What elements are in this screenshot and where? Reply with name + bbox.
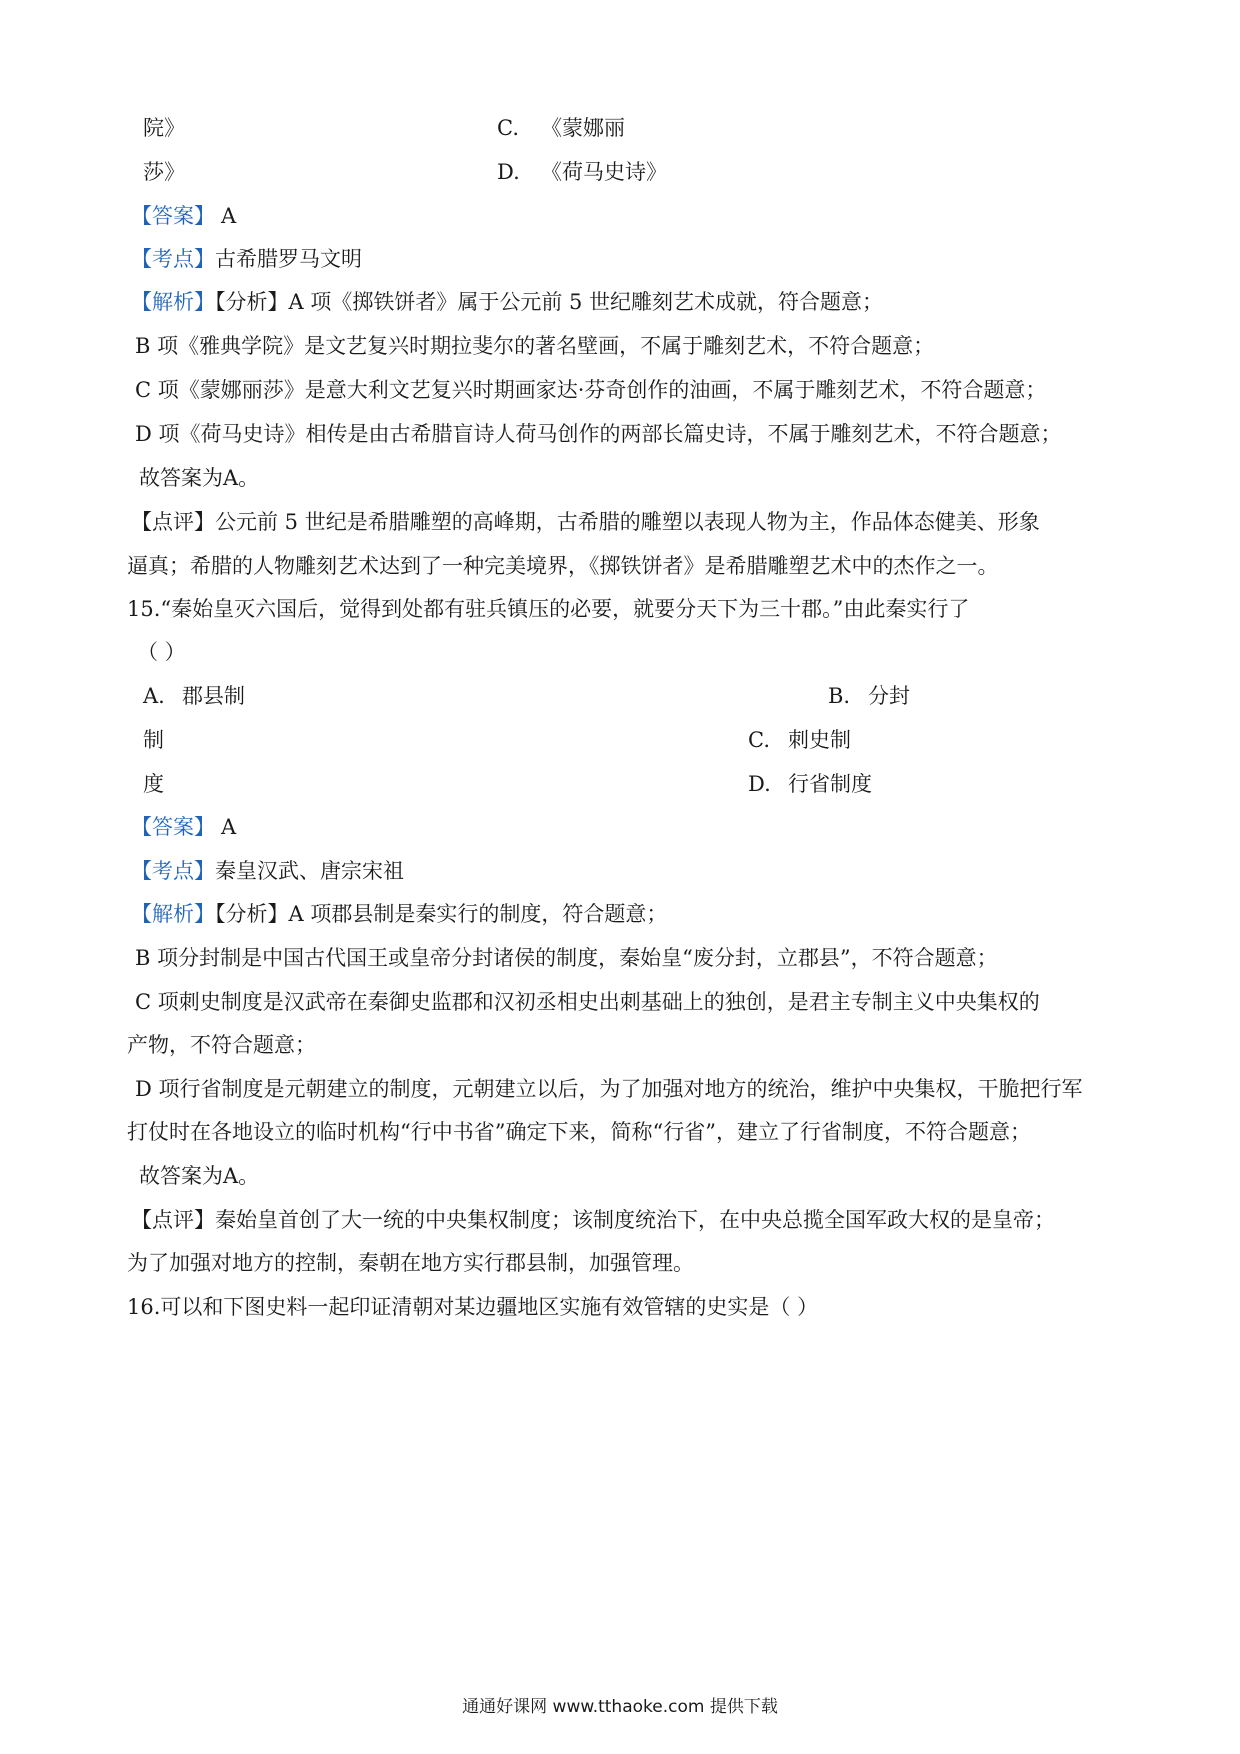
q15-analysis-line: C 项刺史制度是汉武帝在秦御史监郡和汉初丞相史出刺基础上的独创，是君主专制主义中央集权的 — [135, 990, 1040, 1014]
analysis-tag: 【解析】 — [131, 290, 215, 314]
q14-analysis-row — [131, 288, 883, 316]
analysis-tag: 【解析】 — [131, 902, 215, 926]
q15-answer-row — [131, 813, 236, 841]
analysis-line: 【分析】A 项《掷铁饼者》属于公元前 5 世纪雕刻艺术成就，符合题意； — [215, 290, 884, 314]
q14-option-c-text: 《蒙娜丽 — [541, 116, 625, 140]
q14-option-c-continuation: 莎》 — [143, 160, 185, 184]
point-tag: 【考点】 — [131, 859, 215, 883]
q14-option-c-label: C. — [497, 116, 519, 140]
q15-option-b-continuation: 制 — [143, 728, 164, 752]
point-tag: 【考点】 — [131, 247, 215, 271]
q14-comment-line: 逼真；希腊的人物雕刻艺术达到了一种完美境界，《掷铁饼者》是希腊雕塑艺术中的杰作之一。 — [127, 554, 999, 578]
q14-option-d-label: D. — [497, 160, 520, 184]
q15-stem: 15.“秦始皇灭六国后，觉得到处都有驻兵镇压的必要，就要分天下为三十郡。”由此秦实行了 — [127, 597, 970, 621]
q15-option-d-label: D. — [748, 772, 771, 796]
point-value: 古希腊罗马文明 — [215, 247, 362, 271]
q15-comment-line: 【点评】秦始皇首创了大一统的中央集权制度；该制度统治下，在中央总揽全国军政大权的是皇帝； — [131, 1208, 1055, 1232]
q15-analysis-line: B 项分封制是中国古代国王或皇帝分封诸侯的制度，秦始皇“废分封，立郡县”，不符合题意； — [135, 946, 998, 970]
q14-option-b-continuation: 院》 — [143, 116, 185, 140]
point-value: 秦皇汉武、唐宗宋祖 — [215, 859, 404, 883]
q14-analysis-conclusion: 故答案为A。 — [139, 466, 260, 490]
q14-analysis-line: C 项《蒙娜丽莎》是意大利文艺复兴时期画家达·芬奇创作的油画，不属于雕刻艺术，不符合题意； — [135, 378, 1047, 402]
q15-option-c-text: 刺史制 — [788, 728, 851, 752]
answer-tag: 【答案】 — [131, 815, 215, 839]
q15-analysis-line: 打仗时在各地设立的临时机构“行中书省”确定下来，简称“行省”，建立了行省制度，不符合题意； — [127, 1120, 1031, 1144]
q15-option-b-label: B. — [828, 684, 851, 708]
q15-option-c-label: C. — [748, 728, 770, 752]
answer-tag: 【答案】 — [131, 204, 215, 228]
q15-option-a-text: 郡县制 — [182, 684, 245, 708]
q15-comment-line: 为了加强对地方的控制，秦朝在地方实行郡县制，加强管理。 — [127, 1251, 694, 1275]
q15-analysis-row — [131, 900, 667, 928]
q14-option-d-text: 《荷马史诗》 — [541, 160, 667, 184]
q16-stem: 16.可以和下图史料一起印证清朝对某边疆地区实施有效管辖的史实是（ ） — [127, 1295, 819, 1319]
q15-point-row — [131, 857, 404, 885]
q14-analysis-line: B 项《雅典学院》是文艺复兴时期拉斐尔的著名壁画，不属于雕刻艺术，不符合题意； — [135, 334, 935, 358]
q15-option-b-continuation: 度 — [143, 772, 164, 796]
q15-analysis-line: 产物，不符合题意； — [127, 1033, 316, 1057]
q14-comment-line: 【点评】公元前 5 世纪是希腊雕塑的高峰期，古希腊的雕塑以表现人物为主，作品体态健美、形象 — [131, 510, 1040, 534]
q15-option-d-text: 行省制度 — [788, 772, 872, 796]
q14-analysis-line: D 项《荷马史诗》相传是由古希腊盲诗人荷马创作的两部长篇史诗，不属于雕刻艺术，不符合题意； — [135, 422, 1062, 446]
q15-option-b-text: 分封 — [868, 684, 910, 708]
q15-answer-blank: （ ） — [137, 640, 186, 664]
analysis-line: 【分析】A 项郡县制是秦实行的制度，符合题意； — [215, 902, 668, 926]
q14-answer-row — [131, 202, 236, 230]
q14-point-row — [131, 245, 362, 273]
page-footer: 通通好课网 www.tthaoke.com 提供下载 — [462, 1697, 778, 1717]
q15-analysis-conclusion: 故答案为A。 — [139, 1164, 260, 1188]
answer-value: A — [221, 204, 237, 228]
answer-value: A — [221, 815, 237, 839]
q15-analysis-line: D 项行省制度是元朝建立的制度，元朝建立以后，为了加强对地方的统治，维护中央集权，干脆把行军 — [135, 1077, 1083, 1101]
q15-option-a-label: A. — [143, 684, 165, 708]
